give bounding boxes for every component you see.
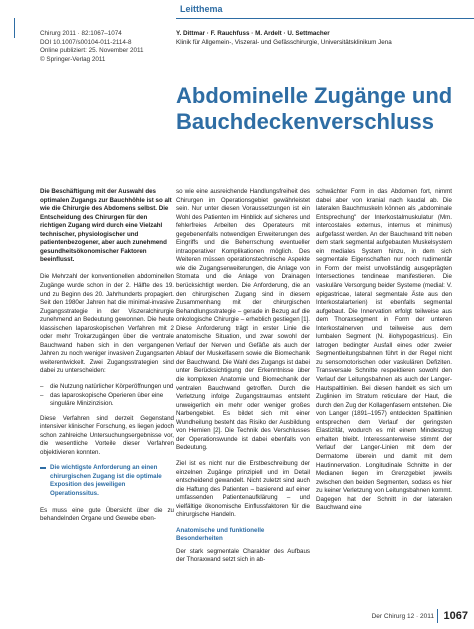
list-item: – die Nutzung natürlicher Körperöffnungen und bbox=[40, 383, 174, 392]
section-label: Leitthema bbox=[180, 4, 223, 14]
text-column-3 bbox=[316, 188, 452, 520]
page-number: 1067 bbox=[443, 610, 468, 622]
paragraph: schwächter Form in das Abdomen fort, nimmt dabei aber von kranial nach kaudal ab. Die lateralen Bauchmuskeln können als „abdominale Entsprechung" der Interkostalmuskulatur (Mm. intercostales externus, internus et minimus) aufgefasst werden. An der Bauchwand tritt neben dem stark segmental aufgebauten Muskelsystem ein mediales System hinzu, in dem sich segmentale Eigenschaften nur noch rudimentär in Form der meist unvollständig ausgeprägten Intersectiones tendineae manifestieren. Die vaskuläre Versorgung beider Systeme (medial: V. epigastricae, lateral segmentale Äste aus den Interkostalarterien) ist ebenfalls segmental aufgebaut. Die Innervation erfolgt teilweise aus dem Thoraxsegment in Form der unteren Interkostalnerven und teilweise aus dem lumbalen Segment (N. iliohypogastricus). Ein latrogen bedingter Ausfall eines oder zweier Segmentleitungsbahnen führt in der Regel nicht zu sensomotorischen oder vaskulären Defiziten. Transversale Schnitte respektieren sowohl den Verlauf der Leitungsbahnen als auch der Langer-Hautspaltlinien. Bei diesen handelt es sich um Zuglinien im Stratum reticulare der Haut, die durch den Zug der Kollagenfasern entstehen. Die von Langer (1891–1957) entdeckten Spaltlinien entsprechen dem Verlauf der geringsten Elastizität, wodurch es mit einem Mindestzug erhalten bleibt. Interessanterweise stimmt der Verlauf der Langer-Linien mit dem der Dermatome überein und damit mit dem Hautinnervation. Longitudinale Schnitte in der Medianen liegen im Grenzgebiet jeweils zwischen den beiden Segmenten, sodass es hier zu keiner Verletzung von Leitungsbahnen kommt. Dagegen hat der Schnitt in der lateralen Bauchwand eine bbox=[316, 188, 452, 512]
author-block bbox=[176, 30, 466, 47]
text-column-2 bbox=[176, 188, 310, 572]
author-names: Y. Dittmar · F. Rauchfuss · M. Ardelt · U. Settmacher bbox=[176, 30, 330, 37]
callout-box: Die wichtigste Anforderung an einen chirurgischen Zugang ist die optimale Exposition des jeweiligen Operationssitus. bbox=[40, 464, 174, 498]
paragraph: Ziel ist es nicht nur die Erstbeschreibung der einzelnen Zugänge prinzipiell und im Detail entscheidend gewandelt. Nicht zuletzt sind auch die Haftung des Patienten – basierend auf einer umfassenden Patientenaufklärung – und vielfältige ökonomische Einflussfaktoren für die chirurgische Handeln. bbox=[176, 459, 310, 519]
meta-published: Online publiziert: 25. November 2011 bbox=[40, 47, 144, 55]
paragraph: Diese Verfahren sind derzeit Gegenstand intensiver klinischer Forschung, es liegen jedoch schon zahlreiche Untersuchungsergebnisse vor, die wesentliche Vorteile dieser Verfahren objektivieren konnten. bbox=[40, 414, 174, 456]
meta-copyright: © Springer-Verlag 2011 bbox=[40, 55, 106, 63]
title-line-2: Bauchdeckenverschluss bbox=[176, 109, 435, 134]
article-meta bbox=[40, 30, 170, 64]
text-column-1 bbox=[40, 188, 174, 531]
author-affiliation: Klinik für Allgemein-, Viszeral- und Gefässchirurgie, Universitätsklinikum Jena bbox=[176, 38, 392, 46]
margin-rule bbox=[14, 18, 15, 38]
meta-citation: Chirurg 2011 · 82:1067–1074 bbox=[40, 30, 122, 37]
section-header bbox=[176, 0, 474, 18]
footer-journal: Der Chirurg 12 · 2011 bbox=[371, 613, 434, 620]
title-line-1: Abdominelle Zugänge und bbox=[176, 83, 453, 108]
paragraph: so wie eine ausreichende Handlungsfreiheit des Chirurgen im Operationsgebiet gewährleistet sein. Nur unter diesen Voraussetzungen ist ein Wohl des Patienten im Hinblick auf sicheres und fehlerfreies Arbeiten des Operateurs mit gegebenenfalls notwendigen Erweiterungen des Eingriffs und die Beherrschung eventueller intraoperativer Komplikationen möglich. Des Weiteren müssen operationstechnische Aspekte wie die Zugangserweiterungen, die Anlage von Stomata und die Anlage von Drainagen berücksichtigt werden. Die Anforderung, die an den chirurgischen Zugang sind in diesem Zusammenhang mit der chirurgischen Behandlungsstrategie – gerade in Bezug auf die onkologische Chirurgie – erheblich gestiegen [1]. Diese Anforderung trägt in erster Linie die anatomische Situation, und zwar sowohl der Verlauf der Nerven und Gefäße als auch der Ablauf der Muskelfasern sowie die Biomechanik der Bauchwand. Die Wahl des Zugangs ist dabei unter Berücksichtigung der Erkenntnisse über die komplexen Anatomie und Biomechanik der ventralen Bauchwand getroffen. Durch die Verletzung infolge Zugangstraumas entsteht unweigerlich ein mehr oder weniger großes Narbengebiet. Es bildet sich mit einer Wundheilung besteht das Risiko der Ausbildung von Hernien [2]. Die Technik des Verschlusses der Operationswunde ist dabei ebenfalls von Bedeutung. bbox=[176, 188, 310, 452]
abstract-lead: Die Beschäftigung mit der Auswahl des optimalen Zugangs zur Bauchhöhle ist so alt wie die Chirurgie des Abdomens selbst. Die Entscheidung des Chirurgen für den richtigen Zugang wird durch eine Vielzahl technischer, physiologischer und patientenbezogener, aber auch zunehmend gesundheitsökonomischer Faktoren beeinflusst. bbox=[40, 188, 172, 264]
meta-doi: DOI 10.1007/s00104-011-2114-8 bbox=[40, 38, 132, 46]
section-divider bbox=[176, 18, 474, 19]
section-subheading: Anatomische und funktionelle Besonderheiten bbox=[176, 526, 265, 543]
list-item: – das laparoskopische Operieren über eine singuläre Minizinzision. bbox=[40, 392, 174, 409]
paragraph: Es muss eine gute Übersicht über die zu behandelnden Organe und Gewebe eben- bbox=[40, 506, 174, 523]
paragraph: Die Mehrzahl der konventionellen abdominellen Zugänge wurde schon in der 2. Hälfte des 19. und zu Beginn des 20. Jahrhunderts propagiert. Seit den 1980er Jahren hat die minimal-invasive Zugangsstrategie in der Viszeralchirurgie zunehmend an Bedeutung gewonnen. Die heute klassischen laparoskopischen Verfahren mit 2 oder mehr Trokarzugängen über die ventrale Bauchwand haben sich in den vergangenen Jahren zu noch weniger invasiven Zugangsarten weiterentwickelt. Zwei Zugangsstrategien sind dabei zu unterscheiden: bbox=[40, 273, 174, 375]
strategy-list bbox=[40, 383, 174, 409]
footer-divider bbox=[437, 609, 438, 623]
article-title bbox=[176, 83, 466, 135]
page-footer bbox=[328, 609, 468, 623]
paragraph: Der stark segmentale Charakter des Aufbaus der Thoraxwand setzt sich in ab- bbox=[176, 547, 310, 564]
